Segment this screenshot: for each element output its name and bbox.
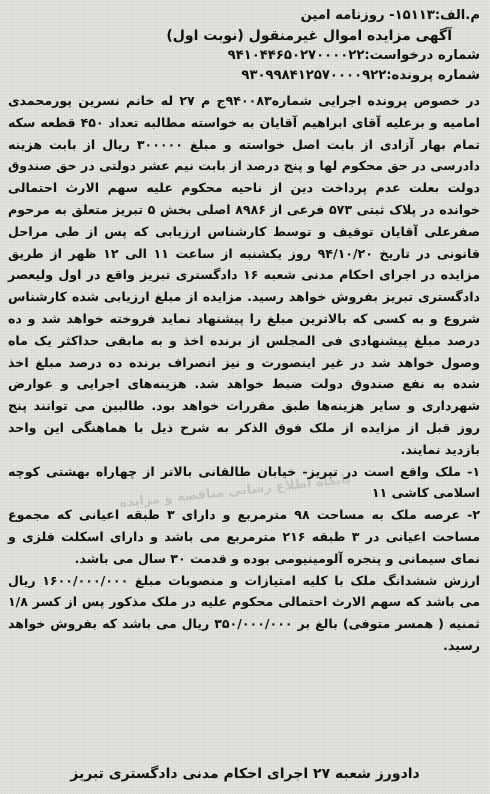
main-paragraph: در خصوص پرونده اجرایی شماره۹۴۰۰۸۳ج م ۲۷ له خانم نسرین پورمحمدی امامیه و برعلیه آقای ابراهیم آقایان به خواسته مطالبه تعداد ۴۵۰ قطعه سکه تمام بهار آزادی از بابت اصل خواسته و مبلغ ۳۰۰۰۰۰ ریال از بابت هزینه دادرسی در حق محکوم لها و پنج درصد از بابت نیم عشر دولتی در حق صندوق دولت بعلت عدم پرداخت دین از ناحیه محکوم علیه سهم الارث احتمالی خوانده در پلاک ثبتی ۵۷۳ فرعی از ۸۹۸۶ اصلی بخش ۵ تبریز متعلق به مرحوم صفرعلی آقایان توقیف و توسط کارشناس ارزیابی که پس از طی مراحل قانونی در تاریخ ۹۴/۱۰/۲۰ روز یکشنبه از ساعت ۱۱ الی ۱۲ ظهر از طریق مزایده در اجرای احکام مدنی شعبه ۱۶ دادگستری تبریز واقع در اول ولیعصر دادگستری تبریز بفروش خواهد رسید. مزایده از مبلغ ارزیابی شده کارشناس شروع و به کسی که بالاترین مبلغ را پیشنهاد نماید فروخته خواهد شد و ده درصد مبلغ پیشنهادی فی المجلس از برنده اخذ و به مابقی حداکثر یک ماه وصول خواهد شد در غیر اینصورت و نیز انصراف برنده ده درصد مبلغ اخذ شده به نفع صندوق دولت ضبط خواهد شد. هزینه‌های اجرایی و عوارض شهرداری و سایر هزینه‌ها طبق مقررات خواهد بود. طالبین می توانند پنج روز قبل از مزایده از ملک فوق الذکر به شرح ذیل با هماهنگی این واحد بازدید نمایند. <box>8 93 481 457</box>
notice-body <box>8 90 480 657</box>
item-1-location: ۱- ملک واقع است در تبریز- خیابان طالقانی بالاتر از چهاراه بهشتی کوچه اسلامی کاشی ۱۱ <box>8 463 480 501</box>
valuation-paragraph: ارزش ششدانگ ملک با کلیه امتیازات و منصوبات مبلغ ۱۶۰۰/۰۰۰/۰۰۰ ریال می باشد که سهم الارث احتمالی محکوم علیه در ملک مذکور پس از کسر ۱/۸ ثمنیه ( همسر متوفی) بالغ بر ۳۵۰/۰۰۰/۰۰۰ ریال می باشد که بفروش خواهد رسید. <box>8 572 480 653</box>
signature-line: دادورز شعبه ۲۷ اجرای احکام مدنی دادگستری تبریز <box>70 766 420 782</box>
notice-title: آگهی مزایده اموال غیرمنقول (نوبت اول) <box>166 28 452 44</box>
item-2-area: ۲- عرصه ملک به مساحت ۹۸ مترمربع و دارای ۳ طبقه اعیانی که مجموع مساحت اعیانی در ۳ طبقه ۲۱۶ مترمربع می باشد و دارای اسکلت فلزی و نمای سیمانی و پنجره آلومینیومی بوده و قدمت ۳۰ سال می باشد. <box>8 507 481 566</box>
reference-line: م.الف:۱۵۱۱۳- روزنامه امین <box>300 8 480 23</box>
watermark-text: پایگاه اطلاع رسانی مناقصه و مزایده <box>118 471 352 512</box>
request-number: شماره درخواست:۹۴۱۰۴۴۶۵۰۲۷۰۰۰۰۲۲ <box>227 48 480 63</box>
case-number: شماره پرونده:۹۳۰۹۹۸۴۱۲۵۷۰۰۰۰۹۲۲ <box>241 68 480 83</box>
